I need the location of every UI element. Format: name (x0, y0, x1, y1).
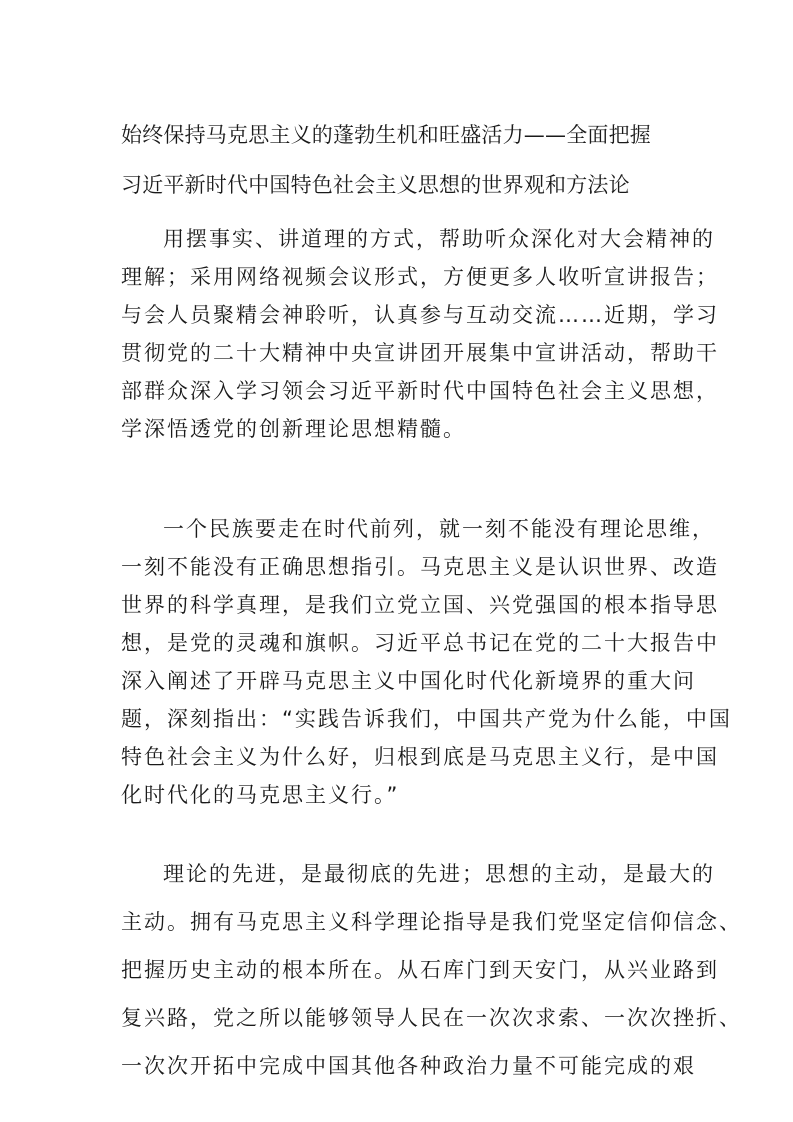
paragraph-line: 一次次开拓中完成中国其他各种政治力量不可能完成的艰 (121, 1054, 696, 1078)
paragraph-line: 贯彻党的二十大精神中央宣讲团开展集中宣讲活动，帮助干 (121, 341, 719, 365)
paragraph-2 (121, 510, 732, 814)
paragraph-3 (121, 850, 742, 1090)
paragraph-line: 复兴路，党之所以能够领导人民在一次次求索、一次次挫折、 (121, 1006, 742, 1030)
paragraph-line: 部群众深入学习领会习近平新时代中国特色社会主义思想， (121, 379, 719, 403)
paragraph-line: 主动。拥有马克思主义科学理论指导是我们党坚定信仰信念、 (121, 910, 742, 934)
paragraph-1 (121, 220, 719, 448)
paragraph-line: 理解；采用网络视频会议形式，方便更多人收听宣讲报告； (121, 265, 719, 289)
paragraph-line: 题，深刻指出：“实践告诉我们，中国共产党为什么能，中国 (121, 707, 732, 731)
paragraph-line: 理论的先进，是最彻底的先进；思想的主动，是最大的 (163, 862, 715, 886)
paragraph-line: 世界的科学真理，是我们立党立国、兴党强国的根本指导思 (121, 593, 719, 617)
paragraph-line: 想，是党的灵魂和旗帜。习近平总书记在党的二十大报告中 (121, 631, 719, 655)
paragraph-line: 与会人员聚精会神聆听，认真参与互动交流……近期，学习 (121, 303, 719, 327)
paragraph-line: 把握历史主动的根本所在。从石库门到天安门，从兴业路到 (121, 958, 719, 982)
document-title-line-1: 始终保持马克思主义的蓬勃生机和旺盛活力——全面把握 (121, 123, 651, 147)
paragraph-line: 一刻不能没有正确思想指引。马克思主义是认识世界、改造 (121, 555, 719, 579)
paragraph-line: 一个民族要走在时代前列，就一刻不能没有理论思维， (163, 517, 715, 541)
paragraph-line: 用摆事实、讲道理的方式，帮助听众深化对大会精神的 (163, 227, 715, 251)
document-title-line-2: 习近平新时代中国特色社会主义思想的世界观和方法论 (121, 173, 630, 197)
paragraph-line: 学深悟透党的创新理论思想精髓。 (121, 417, 466, 441)
paragraph-line: 特色社会主义为什么好，归根到底是马克思主义行，是中国 (121, 745, 719, 769)
paragraph-line: 深入阐述了开辟马克思主义中国化时代化新境界的重大问 (121, 669, 696, 693)
paragraph-line: 化时代化的马克思主义行。” (121, 783, 400, 807)
